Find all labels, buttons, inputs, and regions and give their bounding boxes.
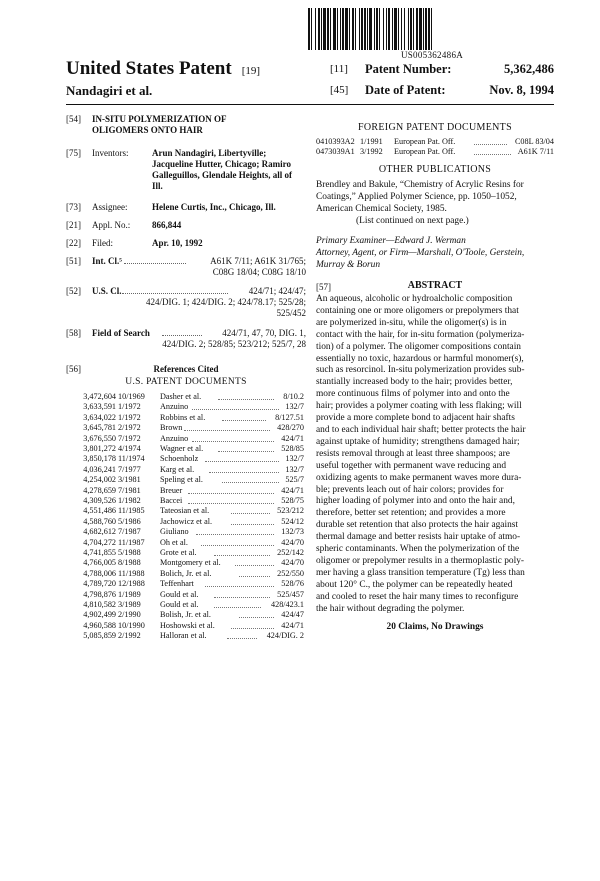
- attorney-line1: Attorney, Agent, or Firm—Marshall, O'Toole, Gerstein,: [316, 247, 525, 258]
- leader-dots: [231, 524, 274, 525]
- abstract-line: essentially no toxic, hazardous or harmful monomer(s),: [316, 353, 524, 364]
- patent-name-cell: Tateosian et al.: [160, 506, 210, 516]
- us-patent-row: [80, 517, 304, 527]
- patent-name-cell: Speling et al.: [160, 475, 203, 485]
- patent-name-cell: Anzuino: [160, 402, 189, 412]
- abstract-line: containing one or more oligomers or prepolymers that: [316, 305, 519, 316]
- patent-name-cell: Brown: [160, 423, 183, 433]
- patent-name-cell: Gould et al.: [160, 600, 199, 609]
- inventors-line2: Jacqueline Hutter, Chicago; Ramiro: [152, 159, 291, 169]
- patent-date-cell: 1/1982: [118, 496, 141, 505]
- patent-class-cell: 525/457: [277, 589, 304, 599]
- leader-dots: [474, 154, 511, 155]
- abstract-line: ble; prevents leach out of hair colors; provides for: [316, 484, 504, 495]
- patent-number-cell: 3,645,781: [83, 423, 116, 433]
- leader-dots: [218, 399, 274, 400]
- patent-date-cell: 7/1977: [118, 464, 141, 474]
- date-row: [330, 83, 554, 99]
- assignee-field: [66, 202, 306, 214]
- title-line1: IN-SITU POLYMERIZATION OF: [92, 114, 227, 124]
- us-patent-row: [80, 621, 304, 631]
- abstract-line: the hair without degrading the polymer.: [316, 603, 465, 614]
- leader-dots: [235, 565, 274, 566]
- patent-number-cell: 4,798,876: [83, 589, 116, 599]
- patent-date-cell: 7/1981: [118, 485, 141, 495]
- patent-class-cell: 132/73: [281, 527, 304, 537]
- appl-field: [66, 220, 306, 232]
- abstract-line: useful together with permanent wave reducing and: [316, 460, 507, 471]
- uscl-field: [66, 286, 306, 322]
- patent-number-cell: 4,788,006: [83, 568, 116, 578]
- leader-dots: [214, 597, 270, 598]
- title-line2: OLIGOMERS ONTO HAIR: [92, 125, 203, 135]
- patent-number-cell: 3,633,591: [83, 402, 116, 412]
- patent-class-cell: 528/85: [281, 444, 304, 453]
- patent-date: Nov. 8, 1994: [489, 83, 554, 97]
- patent-name-cell: Oh et al.: [160, 537, 188, 547]
- patent-class-cell: 428/270: [277, 423, 304, 433]
- uscl-label: U.S. Cl.: [92, 286, 122, 296]
- foreign-number-cell: 0410393A2: [316, 137, 355, 146]
- abstract-line: An aqueous, alcoholic or hydroalcholic composition: [316, 294, 513, 304]
- inventors-line3: Galleguillos, Glendale Heights, all of: [152, 170, 293, 180]
- patent-number-cell: 4,789,720: [83, 579, 116, 589]
- leader-dots: [222, 420, 265, 421]
- foreign-number-cell: 0473039A1: [316, 147, 355, 157]
- patent-name-cell: Jachowicz et al.: [160, 516, 213, 526]
- uscl-line3: 525/452: [276, 308, 306, 318]
- abstract-line: spheric contaminants. When the polymerization of the: [316, 544, 520, 555]
- patent-class-cell: 132/7: [285, 464, 304, 474]
- abstract-line: hair; provides a polymer coating with less flaking; will: [316, 401, 522, 412]
- us-patent-row: [80, 558, 304, 568]
- abstract-line: higher loading of polymer into and onto the hair and,: [316, 496, 515, 507]
- abstract-line: about 120° C., the polymer can be repeatedly heated: [316, 579, 513, 590]
- abstract-line: tion) of a polymer. The oligomer compositions contain: [316, 341, 521, 352]
- other-pubs-line2: Coatings,” Applied Polymer Science, pp. 1050–1052,: [316, 191, 517, 202]
- refs-field: [66, 364, 306, 376]
- inventors-label: Inventors:: [92, 148, 129, 158]
- patent-name-cell: Breuer: [160, 485, 183, 495]
- us-patent-row: [80, 548, 304, 558]
- patent-class-cell: 424/71: [281, 620, 304, 630]
- intcl-label: Int. Cl.⁵: [92, 256, 122, 266]
- patent-number-cell: 4,278,659: [83, 485, 116, 495]
- patent-name-cell: Hoshowski et al.: [160, 620, 215, 630]
- patent-date-cell: 7/1972: [118, 433, 141, 443]
- patent-number-tag: [11]: [330, 63, 348, 75]
- patent-number-cell: 4,902,499: [83, 610, 116, 620]
- leader-dots: [474, 144, 507, 145]
- assignee-code: [73]: [66, 202, 81, 212]
- patent-date-cell: 3/1989: [118, 600, 141, 609]
- abstract-line: stantially increased body to the hair; provides better,: [316, 377, 513, 388]
- title-field: [66, 114, 306, 138]
- abstract-line: such as resorcinol. In-situ polymerization provides sub-: [316, 365, 525, 376]
- abstract-line: against uptake of humidity; strengthens damaged hair;: [316, 436, 520, 447]
- attorney-line2: Murray & Borun: [316, 259, 381, 270]
- patent-date-cell: 2/1992: [118, 631, 141, 641]
- us-patent-row: [80, 402, 304, 412]
- title-code: [54]: [66, 114, 81, 124]
- other-pubs-line4: (List continued on next page.): [356, 215, 469, 226]
- leader-dots: [214, 555, 270, 556]
- patent-number-label: Patent Number:: [365, 62, 452, 76]
- us-patent-row: [80, 486, 304, 496]
- foreign-title: FOREIGN PATENT DOCUMENTS: [358, 122, 512, 133]
- patent-class-cell: 424/70: [281, 558, 304, 568]
- abstract-line: durable set retention that also protects the hair against: [316, 520, 519, 531]
- abstract-line: oligomer or prepolymer results in a thermoplastic poly-: [316, 555, 525, 566]
- leader-dots: [239, 576, 270, 577]
- us-patent-row: [80, 610, 304, 620]
- us-patent-row: [80, 600, 304, 610]
- leader-dots: [205, 586, 274, 587]
- appl-value: 866,844: [152, 220, 182, 230]
- foreign-office-cell: European Pat. Off.: [394, 137, 456, 146]
- patent-class-cell: 252/142: [277, 548, 304, 557]
- uscl-code: [52]: [66, 286, 81, 296]
- other-pubs: [316, 180, 554, 228]
- patent-date-cell: 7/1987: [118, 527, 141, 537]
- filed-field: [66, 238, 306, 250]
- patent-name-cell: Karg et al.: [160, 464, 195, 474]
- abstract-header: [316, 280, 554, 294]
- patent-number-row: [330, 62, 554, 78]
- patent-date-cell: 10/1990: [118, 620, 145, 630]
- patent-class-cell: 424/70: [281, 537, 304, 547]
- patent-name-cell: Bolish, Jr. et al.: [160, 610, 211, 620]
- patent-date-cell: 11/1974: [118, 454, 145, 464]
- us-patent-list: [80, 392, 304, 642]
- patent-name-cell: Schoenholz: [160, 454, 199, 464]
- patent-class-cell: 424/DIG. 2: [266, 631, 304, 641]
- intcl-leader: [124, 263, 186, 264]
- leader-dots: [205, 461, 279, 462]
- us-patent-row: [80, 465, 304, 475]
- abstract-line: resists removal through at least three shampoos; are: [316, 448, 510, 459]
- patent-class-cell: 8/127.51: [275, 412, 304, 422]
- uscl-line2: 424/DIG. 1; 424/DIG. 2; 424/78.17; 525/28;: [146, 297, 306, 307]
- intcl-field: [66, 256, 306, 280]
- patent-class-cell: 524/12: [281, 516, 304, 526]
- leader-dots: [209, 472, 278, 473]
- leader-dots: [239, 617, 274, 618]
- patent-number-cell: 4,766,005: [83, 558, 116, 568]
- patent-class-cell: 132/7: [285, 402, 304, 412]
- abstract-line: oxidizing agents to make permanent waves more dura-: [316, 472, 522, 483]
- patent-class-cell: 428/423.1: [271, 600, 304, 609]
- patent-date-cell: 12/1988: [118, 579, 145, 589]
- patent-number-cell: 4,704,272: [83, 537, 116, 547]
- search-line2: 424/DIG. 2; 528/85; 523/212; 525/7, 28: [162, 339, 306, 349]
- abstract-code: [57]: [316, 282, 331, 292]
- us-patent-row: [80, 538, 304, 548]
- uscl-leader: [122, 293, 228, 294]
- other-pubs-line3: American Chemical Society, 1985.: [316, 203, 447, 214]
- search-label: Field of Search: [92, 328, 150, 338]
- date-label: Date of Patent:: [365, 83, 446, 97]
- us-patent-row: [80, 527, 304, 537]
- filed-code: [22]: [66, 238, 81, 248]
- patent-date-cell: 1/1972: [118, 402, 141, 412]
- filed-value: Apr. 10, 1992: [152, 238, 203, 248]
- patent-name-cell: Wagner et al.: [160, 444, 204, 453]
- leader-dots: [188, 503, 274, 504]
- patent-date-cell: 11/1988: [118, 568, 145, 578]
- us-patent-row: [80, 423, 304, 433]
- patent-header-title: [66, 58, 260, 80]
- patent-date-cell: 8/1988: [118, 558, 141, 568]
- us-patent-row: [80, 444, 304, 454]
- abstract-line: are polymerized in-situ, while the oligomer(s) is in: [316, 317, 507, 328]
- intcl-code: [51]: [66, 256, 81, 266]
- patent-number-cell: 4,254,002: [83, 475, 116, 485]
- abstract-line: therefore, better set retention; and provides a more: [316, 508, 506, 519]
- abstract-title: ABSTRACT: [407, 280, 463, 291]
- search-line1: 424/71, 47, 70, DIG. 1,: [222, 328, 306, 338]
- primary-examiner: Primary Examiner—Edward J. Werman: [316, 236, 466, 246]
- patent-number-cell: 4,588,760: [83, 516, 116, 526]
- leader-dots: [192, 409, 278, 410]
- leader-dots: [192, 441, 274, 442]
- us-patent-row: [80, 569, 304, 579]
- inventors-field: [66, 148, 306, 194]
- patent-name-cell: Grote et al.: [160, 548, 197, 557]
- patent-date-cell: 2/1990: [118, 610, 141, 620]
- appl-label: Appl. No.:: [92, 220, 131, 230]
- patent-number-cell: 4,682,612: [83, 527, 116, 537]
- us-patent-row: [80, 434, 304, 444]
- patent-class-cell: 132/7: [285, 454, 304, 464]
- foreign-patent-row: [316, 147, 554, 157]
- header-title-tag: [19]: [241, 65, 261, 77]
- patent-date-cell: 11/1987: [118, 537, 145, 547]
- patent-date-cell: 5/1988: [118, 548, 141, 557]
- us-patent-row: [80, 590, 304, 600]
- leader-dots: [188, 493, 274, 494]
- us-patent-row: [80, 631, 304, 641]
- patent-number-cell: 3,634,022: [83, 412, 116, 422]
- other-pubs-line1: Brendley and Bakule, “Chemistry of Acrylic Resins for: [316, 180, 524, 190]
- barcode-bar: [432, 8, 435, 50]
- patent-number-cell: 5,085,859: [83, 631, 116, 641]
- barcode: [308, 8, 556, 50]
- search-field: [66, 328, 306, 352]
- patent-number-cell: 4,810,582: [83, 600, 116, 609]
- search-leader: [162, 335, 202, 336]
- us-patent-row: [80, 506, 304, 516]
- patent-number-cell: 3,850,178: [83, 454, 116, 464]
- abstract-line: and cooled to reset the hair many times to reconfigure: [316, 591, 519, 602]
- leader-dots: [231, 513, 270, 514]
- patent-number-cell: 4,036,241: [83, 464, 116, 474]
- patent-number-cell: 3,801,272: [83, 444, 116, 453]
- patent-date-cell: 2/1972: [118, 423, 141, 433]
- patent-date-cell: 1/1972: [118, 412, 141, 422]
- foreign-patent-row: [316, 137, 554, 147]
- patent-name-cell: Halloran et al.: [160, 631, 207, 641]
- us-patent-row: [80, 392, 304, 402]
- intcl-line1: A61K 7/11; A61K 31/765;: [210, 256, 306, 266]
- patent-date-cell: 3/1981: [118, 475, 141, 485]
- us-patent-row: [80, 475, 304, 485]
- patent-date-cell: 11/1985: [118, 506, 145, 516]
- us-patent-row: [80, 413, 304, 423]
- header-divider: [66, 104, 554, 105]
- inventors-line1: Arun Nandagiri, Libertyville;: [152, 148, 267, 158]
- abstract-line: mer having a glass transition temperature (Tg) less than: [316, 567, 525, 578]
- examiners: [316, 236, 554, 272]
- abstract-line: contact with the hair, for in-situ formation (polymeriza-: [316, 329, 525, 340]
- patent-name-cell: Montgomery et al.: [160, 558, 221, 568]
- intcl-line2: C08G 18/04; C08G 18/10: [212, 267, 306, 277]
- foreign-class-cell: A61K 7/11: [517, 147, 554, 157]
- patent-date-cell: 10/1969: [118, 392, 145, 401]
- appl-code: [21]: [66, 220, 81, 230]
- foreign-list: [316, 137, 554, 159]
- assignee-value: Helene Curtis, Inc., Chicago, Ill.: [152, 202, 276, 212]
- search-code: [58]: [66, 328, 81, 338]
- foreign-date-cell: 1/1991: [360, 137, 383, 146]
- inventor-short-name: Nandagiri et al.: [66, 83, 153, 98]
- patent-name-cell: Teffenhart: [160, 579, 194, 589]
- patent-class-cell: 525/7: [285, 475, 304, 485]
- barcode-number: US005362486A: [400, 50, 464, 60]
- patent-name-cell: Giuliano: [160, 527, 189, 537]
- uscl-line1: 424/71; 424/47;: [248, 286, 306, 296]
- abstract-body: [316, 294, 554, 615]
- patent-class-cell: 528/75: [281, 496, 304, 505]
- patent-number-cell: 4,960,588: [83, 620, 116, 630]
- patent-class-cell: 528/76: [281, 579, 304, 589]
- patent-number-cell: 4,741,855: [83, 548, 116, 557]
- patent-name-cell: Dasher et al.: [160, 392, 202, 401]
- leader-dots: [214, 607, 262, 608]
- leader-dots: [196, 534, 274, 535]
- patent-date-cell: 5/1986: [118, 516, 141, 526]
- patent-class-cell: 424/71: [281, 433, 304, 443]
- patent-name-cell: Baccei: [160, 496, 183, 505]
- patent-number-cell: 3,676,550: [83, 433, 116, 443]
- patent-number-cell: 4,309,526: [83, 496, 116, 505]
- header-title: United States Patent: [66, 58, 232, 79]
- leader-dots: [231, 628, 274, 629]
- refs-title: References Cited: [153, 364, 219, 374]
- inventors-line4: Ill.: [152, 181, 163, 191]
- patent-name-cell: Anzuino: [160, 433, 189, 443]
- assignee-label: Assignee:: [92, 202, 128, 212]
- abstract-line: thermal damage and better resists hair uptake of atmo-: [316, 532, 521, 543]
- patent-class-cell: 252/550: [277, 568, 304, 578]
- us-patent-row: [80, 496, 304, 506]
- inventors-code: [75]: [66, 148, 81, 158]
- date-tag: [45]: [330, 84, 349, 96]
- leader-dots: [222, 482, 278, 483]
- patent-name-cell: Robbins et al.: [160, 412, 206, 422]
- foreign-office-cell: European Pat. Off.: [394, 147, 456, 157]
- patent-number: 5,362,486: [504, 62, 554, 76]
- us-patent-row: [80, 454, 304, 464]
- refs-code: [56]: [66, 364, 81, 374]
- patent-class-cell: 424/71: [281, 485, 304, 495]
- patent-date-cell: 1/1989: [118, 589, 141, 599]
- foreign-class-cell: C08L 83/04: [514, 137, 554, 146]
- patent-name-cell: Bolich, Jr. et al.: [160, 568, 212, 578]
- filed-label: Filed:: [92, 238, 114, 248]
- claims-summary: 20 Claims, No Drawings: [386, 622, 484, 632]
- us-patent-row: [80, 579, 304, 589]
- patent-class-cell: 8/10.2: [283, 392, 304, 401]
- leader-dots: [227, 638, 258, 639]
- patent-class-cell: 424/47: [281, 610, 304, 620]
- us-docs-title: U.S. PATENT DOCUMENTS: [125, 377, 247, 387]
- patent-class-cell: 523/212: [277, 506, 304, 516]
- leader-dots: [184, 430, 270, 431]
- abstract-line: provide a more complete bond to adjacent hair shafts: [316, 413, 515, 424]
- patent-number-cell: 4,551,486: [83, 506, 116, 516]
- abstract-line: more continuous films of polymer into and onto the: [316, 389, 510, 400]
- leader-dots: [201, 545, 275, 546]
- foreign-date-cell: 3/1992: [360, 147, 383, 157]
- patent-name-cell: Gould et al.: [160, 589, 199, 599]
- leader-dots: [218, 451, 274, 452]
- abstract-line: and to each individual hair shaft; better protects the hair: [316, 424, 526, 435]
- patent-date-cell: 4/1974: [118, 444, 141, 453]
- patent-number-cell: 3,472,604: [83, 392, 116, 401]
- other-pubs-title: OTHER PUBLICATIONS: [378, 164, 492, 175]
